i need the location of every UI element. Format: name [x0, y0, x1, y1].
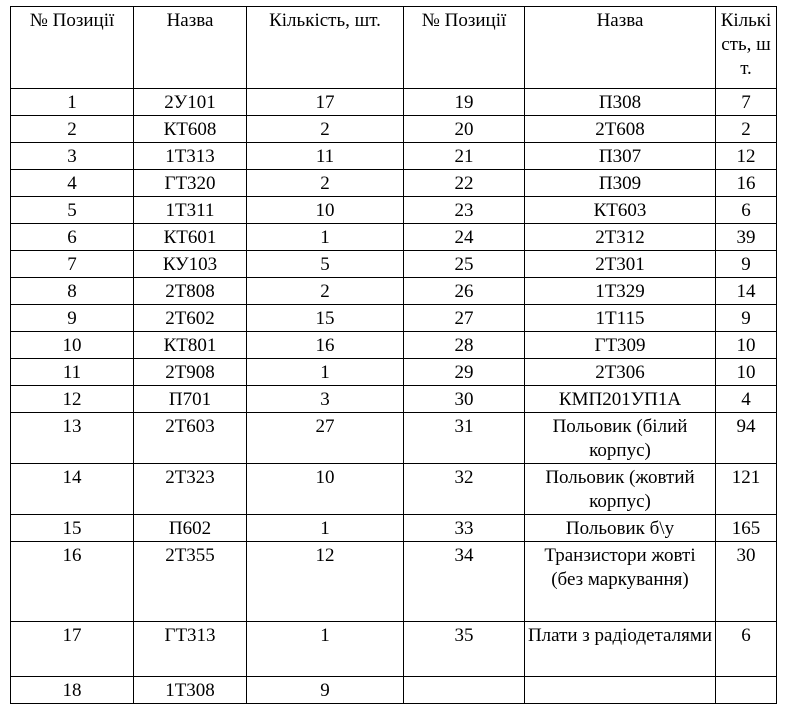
name-right-cell: П308 — [525, 89, 716, 116]
position-left-cell: 4 — [11, 170, 134, 197]
name-right-cell: Транзистори жовті (без маркування) — [525, 542, 716, 622]
header-row — [11, 7, 777, 89]
position-right-cell: 25 — [404, 251, 525, 278]
position-right-cell: 29 — [404, 359, 525, 386]
position-right-cell: 21 — [404, 143, 525, 170]
table-row — [11, 305, 777, 332]
name-left-cell: 2Т908 — [134, 359, 247, 386]
quantity-left-cell: 1 — [247, 359, 404, 386]
position-right-cell: 23 — [404, 197, 525, 224]
position-right-cell: 33 — [404, 515, 525, 542]
name-left-cell: П701 — [134, 386, 247, 413]
table-row — [11, 677, 777, 704]
name-right-cell: КМП201УП1А — [525, 386, 716, 413]
table-row — [11, 116, 777, 143]
quantity-left-cell: 1 — [247, 622, 404, 677]
quantity-right-cell: 39 — [716, 224, 777, 251]
table-row — [11, 332, 777, 359]
quantity-right-cell: 12 — [716, 143, 777, 170]
quantity-left-cell: 2 — [247, 278, 404, 305]
quantity-right-cell: 4 — [716, 386, 777, 413]
name-left-cell: 2Т323 — [134, 464, 247, 515]
quantity-left-cell: 16 — [247, 332, 404, 359]
name-left-cell: 1Т311 — [134, 197, 247, 224]
position-right-cell: 34 — [404, 542, 525, 622]
quantity-left-cell: 2 — [247, 116, 404, 143]
position-left-cell: 2 — [11, 116, 134, 143]
table-row — [11, 224, 777, 251]
quantity-right-cell: 6 — [716, 197, 777, 224]
name-right-cell: П309 — [525, 170, 716, 197]
header-name-right: Назва — [525, 7, 716, 89]
name-right-cell: ГТ309 — [525, 332, 716, 359]
position-left-cell: 16 — [11, 542, 134, 622]
position-right-cell: 19 — [404, 89, 525, 116]
components-table — [10, 6, 777, 704]
table-body — [11, 89, 777, 704]
quantity-right-cell: 94 — [716, 413, 777, 464]
name-right-cell: Польовик б\у — [525, 515, 716, 542]
table-row — [11, 386, 777, 413]
quantity-right-cell — [716, 677, 777, 704]
table-row — [11, 197, 777, 224]
name-right-cell: 1Т115 — [525, 305, 716, 332]
position-left-cell: 5 — [11, 197, 134, 224]
name-right-cell: 1Т329 — [525, 278, 716, 305]
name-right-cell: КТ603 — [525, 197, 716, 224]
position-left-cell: 8 — [11, 278, 134, 305]
quantity-right-cell: 9 — [716, 251, 777, 278]
position-right-cell: 22 — [404, 170, 525, 197]
quantity-right-cell: 30 — [716, 542, 777, 622]
name-left-cell: 2Т355 — [134, 542, 247, 622]
table-row — [11, 542, 777, 622]
position-right-cell: 20 — [404, 116, 525, 143]
quantity-right-cell: 2 — [716, 116, 777, 143]
quantity-left-cell: 17 — [247, 89, 404, 116]
quantity-right-cell: 121 — [716, 464, 777, 515]
table-row — [11, 359, 777, 386]
quantity-left-cell: 10 — [247, 197, 404, 224]
name-right-cell: 2Т306 — [525, 359, 716, 386]
name-left-cell: КТ608 — [134, 116, 247, 143]
quantity-right-cell: 10 — [716, 332, 777, 359]
position-right-cell: 26 — [404, 278, 525, 305]
name-left-cell: КТ601 — [134, 224, 247, 251]
quantity-right-cell: 10 — [716, 359, 777, 386]
quantity-left-cell: 27 — [247, 413, 404, 464]
quantity-left-cell: 11 — [247, 143, 404, 170]
table-row — [11, 622, 777, 677]
header-position-left: № Позиції — [11, 7, 134, 89]
header-position-right: № Позиції — [404, 7, 525, 89]
name-left-cell: ГТ313 — [134, 622, 247, 677]
name-right-cell — [525, 677, 716, 704]
name-left-cell: КУ103 — [134, 251, 247, 278]
name-right-cell: Польовик (жовтий корпус) — [525, 464, 716, 515]
position-left-cell: 11 — [11, 359, 134, 386]
quantity-right-cell: 6 — [716, 622, 777, 677]
table-row — [11, 251, 777, 278]
position-left-cell: 14 — [11, 464, 134, 515]
name-left-cell: КТ801 — [134, 332, 247, 359]
name-left-cell: 2Т603 — [134, 413, 247, 464]
quantity-right-cell: 9 — [716, 305, 777, 332]
header-quantity-left: Кількість, шт. — [247, 7, 404, 89]
position-left-cell: 6 — [11, 224, 134, 251]
position-left-cell: 18 — [11, 677, 134, 704]
name-left-cell: 2Т808 — [134, 278, 247, 305]
position-right-cell: 30 — [404, 386, 525, 413]
name-left-cell: 1Т313 — [134, 143, 247, 170]
position-right-cell: 28 — [404, 332, 525, 359]
header-name-left: Назва — [134, 7, 247, 89]
quantity-left-cell: 1 — [247, 515, 404, 542]
name-right-cell: П307 — [525, 143, 716, 170]
table-row — [11, 170, 777, 197]
table-row — [11, 515, 777, 542]
name-right-cell: 2Т312 — [525, 224, 716, 251]
position-left-cell: 10 — [11, 332, 134, 359]
quantity-left-cell: 10 — [247, 464, 404, 515]
quantity-left-cell: 12 — [247, 542, 404, 622]
name-right-cell: 2Т608 — [525, 116, 716, 143]
table-row — [11, 464, 777, 515]
position-left-cell: 7 — [11, 251, 134, 278]
position-right-cell: 24 — [404, 224, 525, 251]
name-left-cell: 2У101 — [134, 89, 247, 116]
table-row — [11, 143, 777, 170]
position-left-cell: 1 — [11, 89, 134, 116]
position-right-cell: 31 — [404, 413, 525, 464]
position-left-cell: 9 — [11, 305, 134, 332]
table-row — [11, 278, 777, 305]
name-right-cell: 2Т301 — [525, 251, 716, 278]
position-right-cell — [404, 677, 525, 704]
position-left-cell: 3 — [11, 143, 134, 170]
name-left-cell: П602 — [134, 515, 247, 542]
quantity-left-cell: 1 — [247, 224, 404, 251]
quantity-left-cell: 9 — [247, 677, 404, 704]
position-right-cell: 32 — [404, 464, 525, 515]
quantity-left-cell: 2 — [247, 170, 404, 197]
position-left-cell: 13 — [11, 413, 134, 464]
position-right-cell: 27 — [404, 305, 525, 332]
quantity-left-cell: 3 — [247, 386, 404, 413]
position-left-cell: 12 — [11, 386, 134, 413]
quantity-right-cell: 14 — [716, 278, 777, 305]
name-left-cell: 2Т602 — [134, 305, 247, 332]
quantity-right-cell: 165 — [716, 515, 777, 542]
name-right-cell: Польовик (білий корпус) — [525, 413, 716, 464]
table-row — [11, 413, 777, 464]
table-row — [11, 89, 777, 116]
quantity-right-cell: 16 — [716, 170, 777, 197]
header-quantity-right: Кількість, шт. — [716, 7, 777, 89]
quantity-right-cell: 7 — [716, 89, 777, 116]
name-left-cell: ГТ320 — [134, 170, 247, 197]
name-right-cell: Плати з радіодеталями — [525, 622, 716, 677]
name-left-cell: 1Т308 — [134, 677, 247, 704]
position-left-cell: 17 — [11, 622, 134, 677]
quantity-left-cell: 15 — [247, 305, 404, 332]
quantity-left-cell: 5 — [247, 251, 404, 278]
position-right-cell: 35 — [404, 622, 525, 677]
position-left-cell: 15 — [11, 515, 134, 542]
